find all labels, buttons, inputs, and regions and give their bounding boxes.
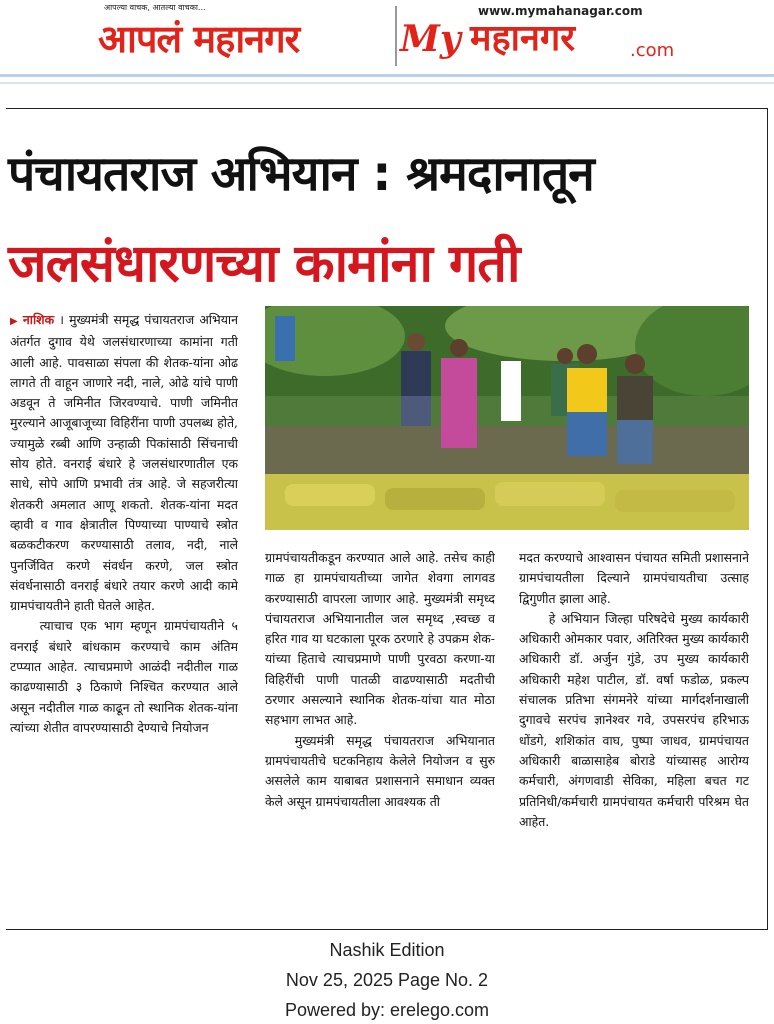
logo-com: .com xyxy=(630,40,675,61)
photo-sandbag xyxy=(615,490,735,512)
photo-man-jeans xyxy=(617,420,653,464)
photo-man-jeans xyxy=(567,412,607,456)
photo-banner xyxy=(501,361,521,421)
article-column-3 xyxy=(519,548,749,920)
photo-sandbag xyxy=(495,482,605,506)
paragraph-text: । मुख्यमंत्री समृद्ध पंचायतराज अभियान अंतर्गत दुगाव येथे जलसंधारणाच्या कामांना गती आली आहे. पावसाळा संपला की शेतक-यांना ओढ लागते ती वाहून जाणारे नदी, नाले, ओढे यांचे पाणी अडवून ते जमिनीत जिरवण्याचे. पाणी जमिनीत मुरल्याने आजूबाजूच्या विहिरींना पाणी उपलब्ध होते, ज्यामुळे रब्बी आणि उन्हाळी पिकांसाठी सिंचनाची सोय होते. वनराई बंधारे हे जलसंधारणातील एक साधे, सोपे आणि प्रभावी तंत्र आहे. जे सहजरीत्या शेतकरी अमलात आणू शकतो. शेतक-यांना मदत व्हावी व गाव क्षेत्रातील पिण्याच्या पाण्याचे स्त्रोत बळकटीकरण करण्यासाठी तलाव, नदी, नाले पुनर्जिवित करणे संवर्धन करणे, जल स्त्रोत संवर्धनासाठी वनराई बंधारे तयार करणे आदी कामे ग्रामपंचायतीने हाती घेतले आहेत. xyxy=(10,312,238,614)
headline-line-1: पंचायतराज अभियान : श्रमदानातून xyxy=(8,146,594,202)
logo-my-mahanagar[interactable]: महानगर xyxy=(470,18,575,59)
photo-man-jacket xyxy=(617,376,653,420)
photo-villagers-in-stream xyxy=(265,306,749,530)
photo-sandbag xyxy=(385,488,485,510)
photo-person-head xyxy=(450,339,468,357)
paragraph: मुख्यमंत्री समृद्ध पंचायतराज अभियानात ग्रामपंचायतीचे घटकनिहाय केलेले नियोजन व सुरु असलेले काम याबाबत प्रशासनाने समाधान व्यक्त केले असून ग्रामपंचायतीला आवश्यक ती xyxy=(265,732,495,809)
logo-divider xyxy=(395,6,397,66)
masthead xyxy=(0,0,774,88)
photo-person-head xyxy=(557,348,573,364)
article-column-1 xyxy=(10,310,238,920)
photo-man-yellow-shirt xyxy=(567,368,607,412)
article-frame-bottom xyxy=(6,929,768,930)
masthead-tagline: आपल्या वाचक, आतल्या वाचका... xyxy=(104,3,206,12)
logo-my[interactable]: My xyxy=(400,18,461,60)
paragraph: ग्रामपंचायतीकडून करण्यात आले आहे. तसेच काही गाळ हा ग्रामपंचायतीच्या जागेत शेवगा लागवड करण्यासाठी वापरला जाणार आहे. मुख्यमंत्री समृध्द पंचायतराज अभियानातील जल समृध्द ,स्वच्छ व हरित गाव या घटकाला पूरक ठरणारे हे उपक्रम शेक-यांच्या हिताचे त्याचप्रमाणे पाणी पुरवठा करणा-या विहिरींची पाणी पातळी वाढण्यासाठी मदतीची ठरणार असल्याने स्थानिक शेतक-यांचा यात मोठा सहभाग लाभत आहे. xyxy=(265,550,495,728)
article-frame-top xyxy=(6,108,768,109)
photo-person-head xyxy=(625,354,645,374)
photo-person-head xyxy=(407,333,425,351)
paragraph: मदत करण्याचे आश्वासन पंचायत समिती प्रशासनाने ग्रामपंचायतीला दिल्याने ग्रामपंचायतीचा उत्साह द्विगुणीत झाला आहे. xyxy=(519,550,749,606)
footer-powered-by[interactable]: Powered by: erelego.com xyxy=(284,1000,490,1020)
dateline-arrow-icon: ▶ xyxy=(10,316,19,327)
footer-edition: Nashik Edition xyxy=(329,940,445,960)
masthead-rule-secondary xyxy=(0,82,774,84)
photo-person-jeans xyxy=(401,396,431,426)
article-frame-right xyxy=(767,108,768,930)
article-photo xyxy=(265,306,749,530)
paragraph: हे अभियान जिल्हा परिषदेचे मुख्य कार्यकारी अधिकारी ओमकार पवार, अतिरिक्त मुख्य कार्यकारी अधिकारी डॉ. अर्जुन गुंडे, उप मुख्य कार्यकारी अधिकारी महेश पाटील, डॉ. वर्षा फडोळ, प्रकल्प संचालक प्रतिभा संगमनेरे यांच्या मार्गदर्शनाखाली दुगावचे सरपंच ज्ञानेश्वर गवे, उपसरपंच हरिभाऊ धोंडगे, शशिकांत वाघ, पुष्पा जाधव, ग्रामपंचायत अधिकारी बाळासाहेब बोराडे यांच्यासह आरोग्य कर्मचारी, अंगणवाडी सेविका, महिला बचत गट प्रतिनिधी/कर्मचारी ग्रामपंचायत कर्मचारी परिश्रम घेत आहेत. xyxy=(519,610,749,829)
photo-person-blue-shirt xyxy=(275,316,295,361)
logo-apla-mahanagar[interactable]: आपलं महानगर xyxy=(98,17,300,61)
photo-person-head xyxy=(577,344,597,364)
dateline: नाशिक xyxy=(22,312,55,327)
headline-line-2: जलसंधारणच्या कामांना गती xyxy=(8,234,520,294)
photo-person-dark-shirt xyxy=(401,351,431,396)
paragraph: त्याचाच एक भाग म्हणून ग्रामपंचायतीने ५ वनराई बंधारे बांधकाम करण्याचे काम अंतिम टप्प्यात आहेत. त्याचप्रमाणे आळंदी नदीतील गाळ काढण्यासाठी ३ ठिकाणे निश्चित करण्यात आले असून नदीतील गाळ काढून तो स्थानिक शेतक-यांना त्यांच्या शेतीत वापरण्यासाठी देण्याचे नियोजन xyxy=(10,618,238,735)
paragraph xyxy=(10,310,238,616)
footer-date-page: Nov 25, 2025 Page No. 2 xyxy=(285,970,489,990)
masthead-rule xyxy=(0,74,774,77)
photo-woman-pink-saree xyxy=(441,358,477,448)
article-column-2 xyxy=(265,548,495,920)
masthead-url[interactable]: www.mymahanagar.com xyxy=(478,4,643,18)
photo-sandbag xyxy=(285,484,375,506)
